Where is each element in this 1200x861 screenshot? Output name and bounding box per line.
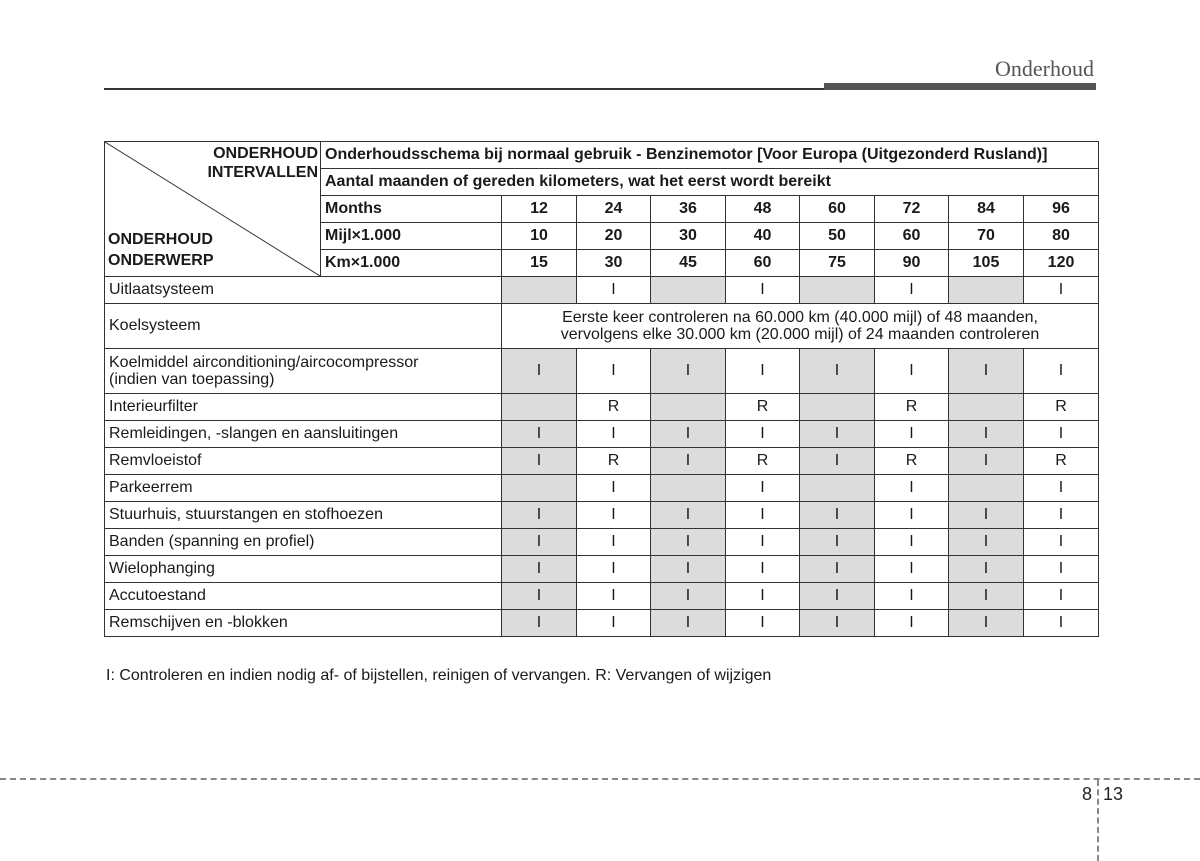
row-value: I	[651, 529, 726, 556]
row-value: I	[949, 583, 1024, 610]
row-value	[651, 277, 726, 304]
row-value: I	[726, 277, 800, 304]
row-value: I	[502, 556, 577, 583]
month-value: 96	[1024, 196, 1099, 223]
row-label: Accutoestand	[105, 583, 502, 610]
corner-subject-line2: ONDERWERP	[108, 252, 214, 269]
row-value: I	[502, 421, 577, 448]
row-value: I	[875, 502, 949, 529]
row-value: R	[1024, 394, 1099, 421]
row-value: I	[577, 529, 651, 556]
row-value: I	[651, 448, 726, 475]
row-value: I	[502, 349, 577, 394]
schedule-title: Onderhoudsschema bij normaal gebruik - Benzinemotor [Voor Europa (Uitgezonderd Rusland)]	[321, 142, 1099, 169]
row-label: Remvloeistof	[105, 448, 502, 475]
row-value: I	[949, 349, 1024, 394]
row-value: I	[800, 448, 875, 475]
row-label: Parkeerrem	[105, 475, 502, 502]
table-row	[105, 475, 1099, 502]
row-value: I	[651, 556, 726, 583]
header-rule-accent	[824, 83, 1096, 90]
footer-dashed-divider	[1097, 780, 1099, 861]
row-value: R	[875, 394, 949, 421]
row-value: I	[502, 448, 577, 475]
row-value: I	[577, 421, 651, 448]
row-value: I	[1024, 556, 1099, 583]
km-value: 105	[949, 250, 1024, 277]
row-value: I	[800, 349, 875, 394]
row-value: I	[726, 349, 800, 394]
row-value: I	[875, 556, 949, 583]
row-value: R	[577, 448, 651, 475]
row-value: R	[726, 448, 800, 475]
row-value: R	[1024, 448, 1099, 475]
corner-intervals-line1: ONDERHOUD	[213, 145, 318, 162]
row-value: I	[1024, 475, 1099, 502]
row-value: I	[651, 610, 726, 637]
month-value: 48	[726, 196, 800, 223]
row-label: Koelsysteem	[105, 304, 502, 349]
interval-note: Aantal maanden of gereden kilometers, wat het eerst wordt bereikt	[321, 169, 1099, 196]
note-line: Eerste keer controleren na 60.000 km (40.000 mijl) of 48 maanden,	[562, 309, 1038, 326]
month-value: 24	[577, 196, 651, 223]
row-value: I	[800, 421, 875, 448]
row-value: I	[1024, 529, 1099, 556]
row-value: I	[949, 421, 1024, 448]
maintenance-schedule-table	[104, 141, 1099, 637]
row-value: I	[875, 475, 949, 502]
row-value: R	[726, 394, 800, 421]
row-value: I	[577, 556, 651, 583]
km-value: 15	[502, 250, 577, 277]
row-value: I	[577, 349, 651, 394]
miles-value: 20	[577, 223, 651, 250]
row-value: I	[651, 583, 726, 610]
row-value	[502, 394, 577, 421]
row-value: I	[651, 421, 726, 448]
row-value: R	[875, 448, 949, 475]
miles-value: 70	[949, 223, 1024, 250]
row-value: I	[949, 556, 1024, 583]
table-row	[105, 421, 1099, 448]
table-row	[105, 304, 1099, 349]
legend-footnote: I: Controleren en indien nodig af- of bijstellen, reinigen of vervangen. R: Vervangen of wijzigen	[106, 667, 772, 684]
km-value: 75	[800, 250, 875, 277]
note-line: vervolgens elke 30.000 km (20.000 mijl) of 24 maanden controleren	[560, 326, 1040, 343]
row-label: Interieurfilter	[105, 394, 502, 421]
row-label: Stuurhuis, stuurstangen en stofhoezen	[105, 502, 502, 529]
miles-label: Mijl×1.000	[321, 223, 502, 250]
table-row	[105, 556, 1099, 583]
row-value	[949, 475, 1024, 502]
km-value: 120	[1024, 250, 1099, 277]
row-value	[502, 277, 577, 304]
table-row	[105, 610, 1099, 637]
table-row	[105, 277, 1099, 304]
months-label: Months	[321, 196, 502, 223]
page-header-title: Onderhoud	[995, 56, 1094, 81]
row-label: Banden (spanning en profiel)	[105, 529, 502, 556]
row-value: I	[577, 277, 651, 304]
row-value: I	[726, 475, 800, 502]
row-value: I	[502, 502, 577, 529]
row-value: I	[726, 421, 800, 448]
miles-value: 30	[651, 223, 726, 250]
table-row	[105, 448, 1099, 475]
row-value: I	[1024, 583, 1099, 610]
row-value: I	[875, 610, 949, 637]
table-row	[105, 502, 1099, 529]
corner-intervals-line2: INTERVALLEN	[207, 164, 318, 181]
row-value: I	[577, 610, 651, 637]
coolant-system-note	[502, 304, 1099, 349]
row-label: Wielophanging	[105, 556, 502, 583]
row-value: I	[726, 502, 800, 529]
km-value: 90	[875, 250, 949, 277]
row-value: I	[577, 583, 651, 610]
miles-value: 80	[1024, 223, 1099, 250]
month-value: 36	[651, 196, 726, 223]
row-value	[949, 394, 1024, 421]
footer-dashed-rule	[0, 778, 1200, 780]
km-value: 60	[726, 250, 800, 277]
row-value: I	[726, 610, 800, 637]
row-value: I	[502, 610, 577, 637]
table-header-row	[105, 142, 1099, 169]
row-value	[800, 475, 875, 502]
table-corner-cell	[105, 142, 321, 277]
month-value: 84	[949, 196, 1024, 223]
table-row	[105, 349, 1099, 394]
row-label: Remschijven en -blokken	[105, 610, 502, 637]
row-value: I	[800, 583, 875, 610]
row-value: R	[577, 394, 651, 421]
row-value: I	[949, 448, 1024, 475]
row-value	[949, 277, 1024, 304]
row-value: I	[949, 610, 1024, 637]
row-value: I	[502, 529, 577, 556]
row-value: I	[726, 529, 800, 556]
miles-value: 50	[800, 223, 875, 250]
km-value: 30	[577, 250, 651, 277]
km-value: 45	[651, 250, 726, 277]
row-label-line: Koelmiddel airconditioning/aircocompressor	[109, 354, 419, 371]
row-label	[105, 349, 502, 394]
row-value: I	[800, 556, 875, 583]
row-value: I	[875, 421, 949, 448]
row-value	[800, 277, 875, 304]
table-row	[105, 583, 1099, 610]
row-value	[502, 475, 577, 502]
month-value: 12	[502, 196, 577, 223]
table-row	[105, 394, 1099, 421]
row-value: I	[800, 610, 875, 637]
corner-subject-line1: ONDERHOUD	[108, 231, 213, 248]
row-value: I	[1024, 277, 1099, 304]
table-row	[105, 529, 1099, 556]
row-value: I	[651, 349, 726, 394]
row-value	[651, 475, 726, 502]
row-value: I	[577, 475, 651, 502]
row-value: I	[875, 349, 949, 394]
row-value: I	[1024, 502, 1099, 529]
row-value: I	[502, 583, 577, 610]
km-label: Km×1.000	[321, 250, 502, 277]
page-number: 13	[1103, 784, 1124, 804]
row-value: I	[875, 277, 949, 304]
row-value: I	[1024, 349, 1099, 394]
miles-value: 10	[502, 223, 577, 250]
row-value	[800, 394, 875, 421]
miles-value: 40	[726, 223, 800, 250]
row-value: I	[800, 502, 875, 529]
row-value: I	[800, 529, 875, 556]
corner-intervals-label	[207, 144, 318, 182]
row-value: I	[651, 502, 726, 529]
row-value: I	[1024, 610, 1099, 637]
row-value	[651, 394, 726, 421]
row-value: I	[726, 583, 800, 610]
corner-subject-label	[108, 229, 214, 271]
row-value: I	[949, 502, 1024, 529]
row-label: Uitlaatsysteem	[105, 277, 502, 304]
miles-value: 60	[875, 223, 949, 250]
row-value: I	[875, 529, 949, 556]
chapter-number: 8	[1081, 784, 1092, 804]
row-value: I	[949, 529, 1024, 556]
row-value: I	[577, 502, 651, 529]
row-value: I	[1024, 421, 1099, 448]
month-value: 72	[875, 196, 949, 223]
row-label: Remleidingen, -slangen en aansluitingen	[105, 421, 502, 448]
month-value: 60	[800, 196, 875, 223]
row-value: I	[875, 583, 949, 610]
row-label-line: (indien van toepassing)	[109, 371, 275, 388]
row-value: I	[726, 556, 800, 583]
